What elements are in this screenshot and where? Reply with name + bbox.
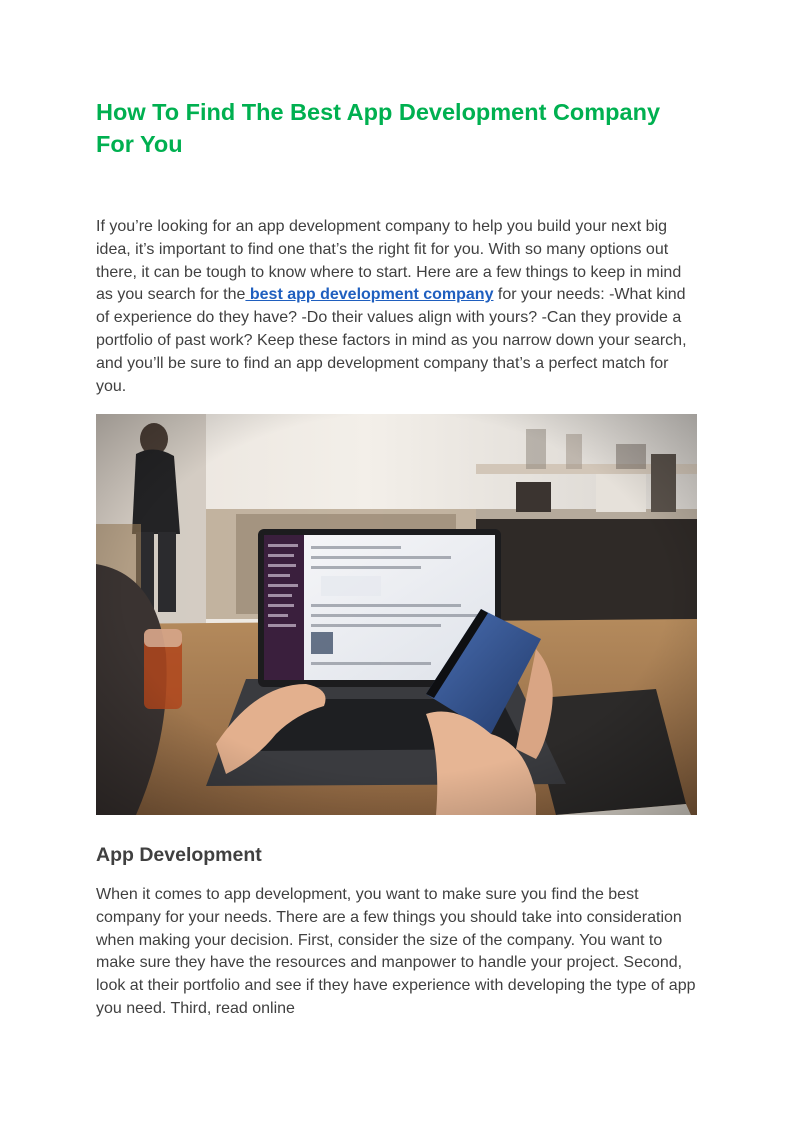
intro-paragraph (96, 216, 698, 398)
best-app-development-company-link[interactable]: best app development company (245, 286, 494, 304)
intro-text-start: If you’re looking for an app development company to help you build your next big idea, it’s important to find one that’s the right fit for you. With so many options out there, it can be tough to know where to start. Here are a few things to keep in mind as you search for the (96, 218, 682, 304)
page-title: How To Find The Best App Development Company For You (96, 99, 661, 157)
laptop-phone-cafe-photo (96, 414, 697, 815)
section-heading-app-development: App Development (96, 844, 262, 866)
app-development-paragraph: When it comes to app development, you want to make sure you find the best company for your needs. There are a few things you should take into consideration when making your decision. First, consider the size of the company. You want to make sure they have the resources and manpower to handle your project. Second, look at their portfolio and see if they have experience with developing the type of app you need. Third, read online (96, 886, 696, 1017)
intro-text-end: for your needs: -What kind of experience do they have? -Do their values align with yours? -Can they provide a portfolio of past work? Keep these factors in mind as you narrow down your search, and you’ll be sure to find an app development company that’s a perfect match for you. (96, 286, 687, 395)
